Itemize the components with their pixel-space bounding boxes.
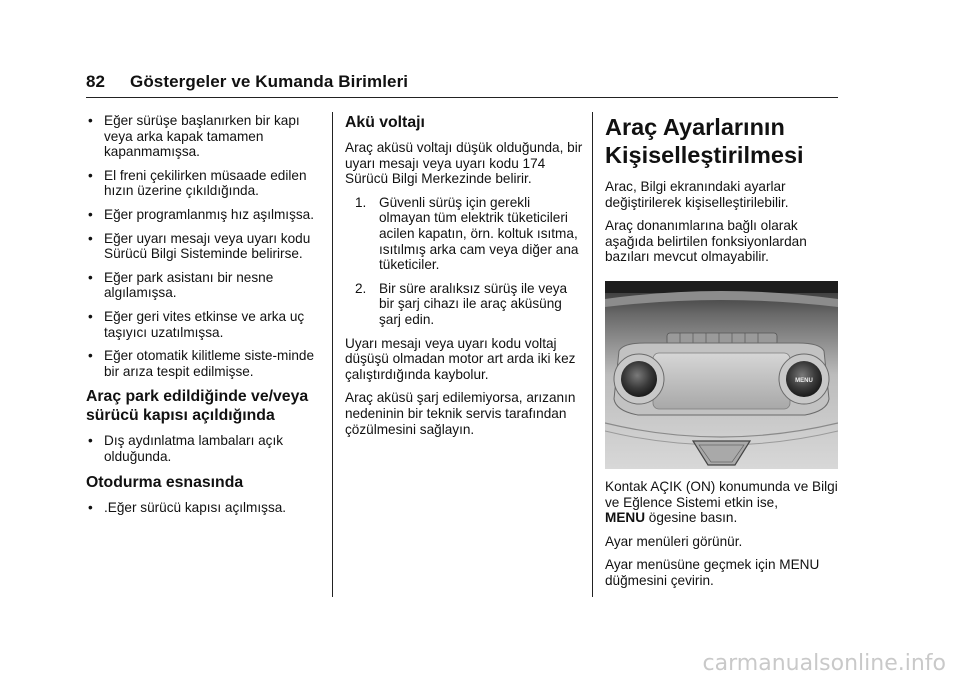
- paragraph: Uyarı mesajı veya uyarı kodu voltaj düşüşü olmadan motor art arda iki kez çalıştırdığında kaybolur.: [345, 335, 576, 382]
- watermark: carmanualsonline.info: [702, 651, 946, 676]
- right-column: [605, 113, 841, 597]
- page-header: [86, 72, 838, 92]
- list-item-text: Dış aydınlatma lambaları açık olduğunda.: [104, 433, 284, 464]
- step-number: 2.: [355, 280, 367, 296]
- paragraph: Ayar menüleri görünür.: [605, 533, 743, 549]
- section-heading: Akü voltajı: [345, 114, 425, 131]
- list-item: • Eğer sürüşe başlanırken bir kapı veya arka kapak tamamen kapanmamışsa.: [88, 113, 300, 160]
- list-item: • .Eğer sürücü kapısı açılmışsa.: [88, 499, 287, 515]
- list-item: • Eğer otomatik kilitleme siste-minde bir arıza tespit edilmişse.: [88, 348, 315, 379]
- paragraph: Araç donanımlarına bağlı olarak aşağıda belirtilen fonksiyonlardan bazıları mevcut olmayabilir.: [605, 218, 807, 265]
- paragraph-text: ögesine basın.: [645, 510, 738, 526]
- paragraph: [605, 479, 841, 526]
- step-text: Güvenli sürüş için gerekli olmayan tüm elektrik tüketicileri acilen kapatın, örn. koltuk ısıtma, ısıtılmış arka cam veya diğer ana tüketiciler.: [379, 194, 579, 273]
- list-item: • Eğer programlanmış hız aşılmışsa.: [88, 206, 315, 222]
- list-item-text: Eğer park asistanı bir nesne algılamışsa.: [104, 269, 274, 301]
- list-item: • Eğer uyarı mesajı veya uyarı kodu Sürücü Bilgi Sisteminde belirirse.: [88, 230, 311, 262]
- infotainment-panel-photo: [605, 281, 838, 469]
- column-divider-right: [592, 112, 593, 597]
- menu-knob-label: MENU: [795, 377, 813, 384]
- list-item: • Eğer park asistanı bir nesne algılamışsa.: [88, 269, 274, 301]
- paragraph: Araç aküsü voltajı düşük olduğunda, bir uyarı mesajı veya uyarı kodu 174 Sürücü Bilgi Merkezinde belirir.: [345, 140, 583, 187]
- step-text: Bir süre aralıksız sürüş ile veya bir şarj cihazı ile araç aküsüng şarj edin.: [379, 280, 568, 327]
- list-item-text: Eğer uyarı mesajı veya uyarı kodu Sürücü Bilgi Sisteminde belirirse.: [104, 230, 311, 262]
- list-item-text: Eğer geri vites etkinse ve arka uç taşıyıcı uzatılmışsa.: [104, 308, 305, 340]
- page-number: 82: [86, 72, 106, 91]
- list-item-text: Eğer sürüşe başlanırken bir kapı veya arka kapak tamamen kapanmamışsa.: [104, 113, 300, 160]
- section-heading: Araç park edildiğinde ve/veya sürücü kapısı açıldığında: [86, 388, 309, 425]
- list-item: • Dış aydınlatma lambaları açık olduğunda.: [88, 433, 284, 464]
- list-item-text: El freni çekilirken müsaade edilen hızın üzerine çıkıldığında.: [104, 167, 307, 199]
- numbered-step: [345, 195, 583, 273]
- paragraph: Araç aküsü şarj edilemiyorsa, arızanın nedeninin bir teknik servis tarafından çözülmesini sağlayın.: [345, 390, 576, 437]
- column-divider-left: [332, 112, 333, 597]
- paragraph: Ayar menüsüne geçmek için MENU düğmesini çevirin.: [605, 557, 820, 588]
- section-heading: Otodurma esnasında: [86, 473, 244, 491]
- step-number: 1.: [355, 194, 367, 210]
- list-item-text: .Eğer sürücü kapısı açılmışsa.: [104, 499, 287, 515]
- paragraph-text: Kontak AÇIK (ON) konumunda ve Bilgi ve Eğlence Sistemi etkin ise,: [605, 478, 838, 510]
- menu-keyword: MENU: [605, 510, 646, 526]
- chapter-title: Göstergeler ve Kumanda Birimleri: [130, 72, 409, 91]
- middle-column: [345, 113, 583, 445]
- section-title: Araç Ayarlarının Kişiselleştirilmesi: [605, 114, 804, 168]
- paragraph: Arac, Bilgi ekranındaki ayarlar değiştirilerek kişiselleştirilebilir.: [605, 179, 789, 210]
- numbered-step: [345, 281, 583, 328]
- list-item-text: Eğer programlanmış hız aşılmışsa.: [104, 206, 315, 222]
- list-item: • Eğer geri vites etkinse ve arka uç taşıyıcı uzatılmışsa.: [88, 308, 305, 340]
- left-column: [86, 113, 326, 523]
- header-rule: [86, 97, 838, 98]
- list-item-text: Eğer otomatik kilitleme siste-minde bir arıza tespit edilmişse.: [104, 348, 315, 379]
- list-item: • El freni çekilirken müsaade edilen hızın üzerine çıkıldığında.: [88, 167, 307, 199]
